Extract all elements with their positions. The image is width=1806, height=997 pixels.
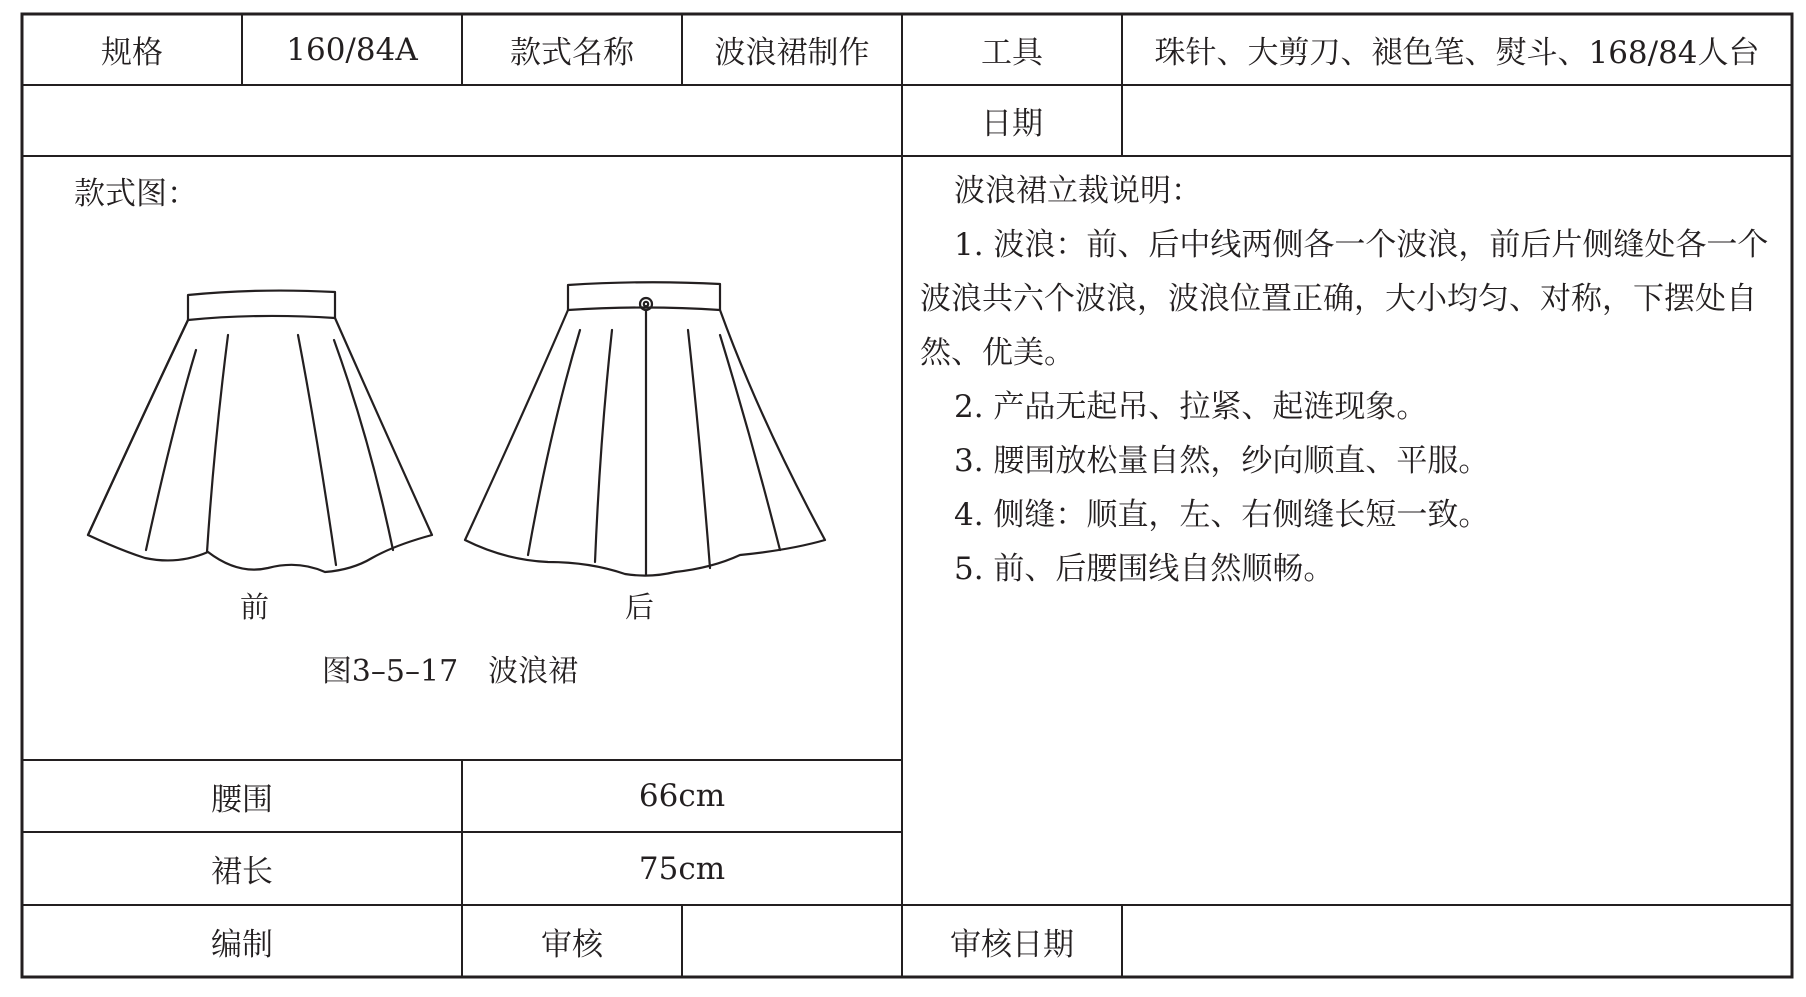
- review-date-value: [1122, 905, 1792, 977]
- instructions-panel: [920, 164, 1782, 596]
- back-label: 后: [625, 590, 655, 624]
- waist-label: 腰围: [211, 781, 273, 818]
- review-value: [682, 905, 902, 977]
- instruction-item: 5. 前、后腰围线自然顺畅。: [954, 551, 1335, 587]
- spec-label: 规格: [101, 35, 163, 71]
- instruction-item: 3. 腰围放松量自然，纱向顺直、平服。: [954, 443, 1490, 479]
- review-date-label: 审核日期: [950, 926, 1074, 963]
- skirt-length-value: 75cm: [638, 850, 726, 887]
- style-figure-label: 款式图：: [74, 176, 198, 212]
- figure-caption: 图3–5–17 波浪裙: [321, 654, 579, 689]
- waist-value: 66cm: [638, 778, 726, 814]
- style-name-label: 款式名称: [510, 35, 634, 71]
- date-label: 日期: [981, 106, 1043, 142]
- spec-value: 160/84A: [286, 31, 418, 68]
- date-value: [1122, 85, 1792, 156]
- tools-label: 工具: [981, 35, 1043, 71]
- front-skirt-drawing: [88, 291, 432, 572]
- review-label: 审核: [541, 926, 603, 963]
- instruction-item: 2. 产品无起吊、拉紧、起涟现象。: [954, 389, 1428, 425]
- instruction-item: 4. 侧缝：顺直，左、右侧缝长短一致。: [954, 497, 1490, 533]
- tools-value: 珠针、大剪刀、褪色笔、熨斗、168/84人台: [1154, 35, 1760, 71]
- compiled-label: 编制: [211, 926, 273, 963]
- style-name-value: 波浪裙制作: [714, 35, 870, 71]
- skirt-length-label: 裙长: [211, 854, 273, 890]
- instruction-item: 1. 波浪：前、后中线两侧各一个波浪，前后片侧缝处各一个波浪共六个波浪，波浪位置正确，大小均匀、对称，下摆处自然、优美。: [920, 227, 1769, 371]
- back-skirt-drawing: [465, 282, 825, 575]
- front-label: 前: [240, 590, 270, 624]
- instructions-title: 波浪裙立裁说明：: [954, 173, 1202, 209]
